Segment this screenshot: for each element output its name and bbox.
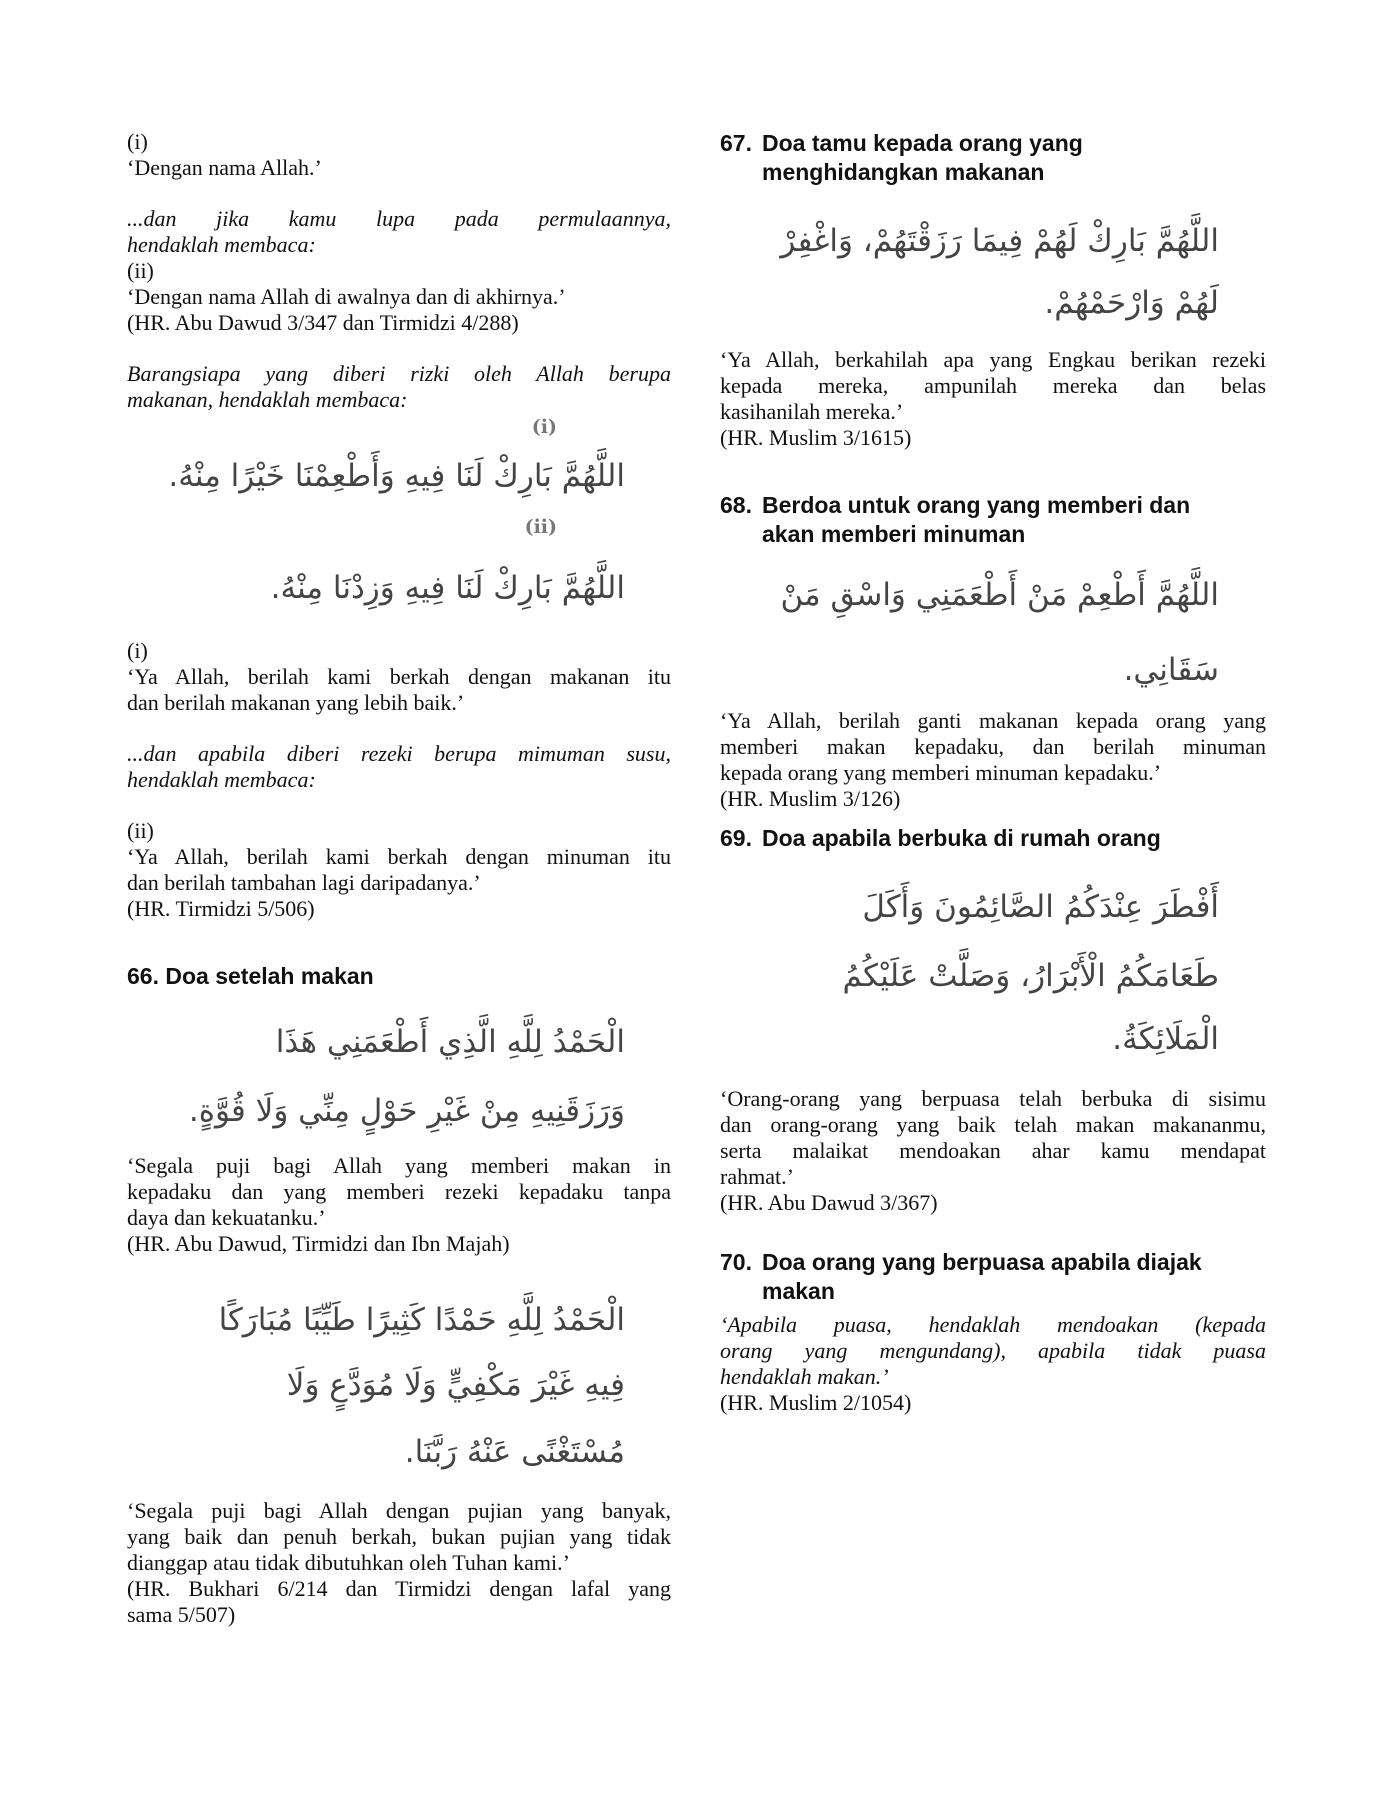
section-number: 69. bbox=[720, 825, 752, 851]
section-number: 68. bbox=[720, 492, 752, 518]
translation-text: ‘Ya Allah, berkahilah apa yang Engkau berikan rezeki bbox=[720, 347, 1266, 372]
translation-text: dan berilah tambahan lagi daripadanya.’ bbox=[127, 870, 481, 895]
food-instruction bbox=[127, 361, 671, 413]
item-label: (ii) bbox=[127, 258, 154, 283]
arabic-dua: اللَّهُمَّ أَطْعِمْ مَنْ أَطْعَمَنِي وَاسْقِ مَنْ bbox=[780, 577, 1219, 613]
translation-text: ‘Apabila puasa, hendaklah mendoakan (kepada bbox=[720, 1312, 1266, 1337]
arabic-dua: طَعَامَكُمُ الْأَبْرَارُ، وَصَلَّتْ عَلَيْكُمُ bbox=[842, 958, 1219, 994]
hadith-reference: sama 5/507) bbox=[127, 1602, 236, 1627]
translation-text: ‘Ya Allah, berilah kami berkah dengan minuman itu bbox=[127, 844, 671, 869]
translation-67 bbox=[720, 347, 1266, 451]
basmalah-translation bbox=[127, 129, 671, 181]
translation-text: serta malaikat mendoakan ahar kamu mendapat bbox=[720, 1138, 1266, 1163]
translation-text: memberi makan kepadaku, dan berilah minuman bbox=[720, 734, 1266, 759]
translation-text: ‘Dengan nama Allah di awalnya dan di akhirnya.’ bbox=[127, 284, 566, 309]
hadith-reference: (HR. Tirmidzi 5/506) bbox=[127, 896, 315, 921]
milk-instruction bbox=[127, 741, 671, 793]
arabic-dua: مُسْتَغْنًى عَنْهُ رَبَّنَا. bbox=[404, 1434, 625, 1470]
instruction-text: ...dan apabila diberi rezeki berupa mimuman susu, bbox=[127, 741, 671, 766]
translation-text: kepada orang yang memberi minuman kepadaku.’ bbox=[720, 760, 1162, 785]
section-title: Berdoa untuk orang yang memberi dan bbox=[762, 492, 1191, 518]
hadith-reference: (HR. Muslim 2/1054) bbox=[720, 1390, 912, 1415]
translation-text: yang baik dan penuh berkah, bukan pujian yang tidak bbox=[127, 1524, 671, 1549]
item-label: (i) bbox=[127, 638, 148, 663]
translation-text: daya dan kekuatanku.’ bbox=[127, 1205, 326, 1230]
section-title: makan bbox=[762, 1278, 835, 1304]
translation-69 bbox=[720, 1086, 1266, 1216]
section-heading-66: 66. Doa setelah makan bbox=[127, 963, 374, 989]
arabic-dua: فِيهِ غَيْرَ مَكْفِيٍّ وَلَا مُوَدَّعٍ وَلَا bbox=[286, 1367, 625, 1403]
translation-text: ‘Dengan nama Allah.’ bbox=[127, 155, 322, 180]
section-number: 70. bbox=[720, 1249, 752, 1275]
arabic-dua: أَفْطَرَ عِنْدَكُمُ الصَّائِمُونَ وَأَكَلَ bbox=[862, 889, 1219, 925]
arabic-dua: اللَّهُمَّ بَارِكْ لَنَا فِيهِ وَزِدْنَا مِنْهُ. bbox=[270, 570, 625, 606]
translation-ii bbox=[127, 818, 671, 922]
section-number: 67. bbox=[720, 130, 752, 156]
instruction-text: hendaklah membaca: bbox=[127, 232, 316, 257]
arabic-dua: وَرَزَقَنِيهِ مِنْ غَيْرِ حَوْلٍ مِنِّي وَلَا قُوَّةٍ. bbox=[188, 1093, 625, 1129]
translation-68 bbox=[720, 708, 1266, 812]
instruction-text: makanan, hendaklah membaca: bbox=[127, 387, 408, 412]
instruction-text: hendaklah membaca: bbox=[127, 767, 316, 792]
section-title: Doa apabila berbuka di rumah orang bbox=[762, 825, 1161, 851]
translation-text: ‘Segala puji bagi Allah dengan pujian yang banyak, bbox=[127, 1498, 671, 1523]
hadith-reference: (HR. Abu Dawud 3/347 dan Tirmidzi 4/288) bbox=[127, 310, 519, 335]
forgot-basmalah-section bbox=[127, 206, 671, 336]
translation-text: kepada mereka, ampunilah mereka dan belas bbox=[720, 373, 1266, 398]
section-title: menghidangkan makanan bbox=[762, 159, 1045, 185]
hadith-reference: (HR. Bukhari 6/214 dan Tirmidzi dengan lafal yang bbox=[127, 1576, 671, 1601]
arabic-dua: الْمَلَائِكَةُ. bbox=[1112, 1021, 1219, 1057]
arabic-dua: الْحَمْدُ لِلَّهِ حَمْدًا كَثِيرًا طَيِّبًا مُبَارَكًا bbox=[218, 1302, 625, 1338]
translation-i bbox=[127, 638, 671, 716]
translation-text: ‘Ya Allah, berilah kami berkah dengan makanan itu bbox=[127, 664, 671, 689]
section-heading-69 bbox=[720, 824, 1280, 853]
translation-text: dan orang-orang yang baik telah makan makananmu, bbox=[720, 1112, 1266, 1137]
hadith-reference: (HR. Muslim 3/1615) bbox=[720, 425, 912, 450]
translation-text: dianggap atau tidak dibutuhkan oleh Tuhan kami.’ bbox=[127, 1550, 570, 1575]
section-heading-70 bbox=[720, 1248, 1280, 1306]
arabic-dua: اللَّهُمَّ بَارِكْ لَهُمْ فِيمَا رَزَقْتَهُمْ، وَاغْفِرْ bbox=[780, 223, 1219, 259]
item-label: (i) bbox=[127, 129, 148, 154]
arabic-dua: الْحَمْدُ لِلَّهِ الَّذِي أَطْعَمَنِي هَذَا bbox=[275, 1024, 625, 1060]
arabic-dua: سَقَانِي. bbox=[1123, 652, 1219, 688]
translation-text: kasihanilah mereka.’ bbox=[720, 399, 904, 424]
arabic-label-i: (i) bbox=[531, 416, 557, 438]
arabic-label-ii: (ii) bbox=[524, 516, 557, 538]
translation-text: ‘Ya Allah, berilah ganti makanan kepada orang yang bbox=[720, 708, 1266, 733]
item-label: (ii) bbox=[127, 818, 154, 843]
translation-text: ‘Segala puji bagi Allah yang memberi makan in bbox=[127, 1153, 671, 1178]
hadith-reference: (HR. Abu Dawud 3/367) bbox=[720, 1190, 938, 1215]
translation-70 bbox=[720, 1312, 1266, 1416]
section-heading-68 bbox=[720, 491, 1280, 549]
translation-text: ‘Orang-orang yang berpuasa telah berbuka di sisimu bbox=[720, 1086, 1266, 1111]
instruction-text: Barangsiapa yang diberi rizki oleh Allah berupa bbox=[127, 361, 671, 386]
hadith-reference: (HR. Muslim 3/126) bbox=[720, 786, 901, 811]
section-heading-67 bbox=[720, 129, 1280, 187]
translation-66b bbox=[127, 1498, 671, 1628]
section-title: akan memberi minuman bbox=[762, 521, 1026, 547]
section-title: Doa orang yang berpuasa apabila diajak bbox=[762, 1249, 1202, 1275]
translation-text: rahmat.’ bbox=[720, 1164, 794, 1189]
translation-text: orang yang mengundang), apabila tidak puasa bbox=[720, 1338, 1266, 1363]
hadith-reference: (HR. Abu Dawud, Tirmidzi dan Ibn Majah) bbox=[127, 1231, 510, 1256]
arabic-dua: لَهُمْ وَارْحَمْهُمْ. bbox=[1044, 285, 1219, 321]
section-title: Doa tamu kepada orang yang bbox=[762, 130, 1083, 156]
translation-66a bbox=[127, 1153, 671, 1257]
translation-text: hendaklah makan.’ bbox=[720, 1364, 889, 1389]
arabic-dua: اللَّهُمَّ بَارِكْ لَنَا فِيهِ وَأَطْعِمْنَا خَيْرًا مِنْهُ. bbox=[168, 458, 625, 494]
instruction-text: ...dan jika kamu lupa pada permulaannya, bbox=[127, 206, 671, 231]
translation-text: kepadaku dan yang memberi rezeki kepadaku tanpa bbox=[127, 1179, 671, 1204]
translation-text: dan berilah makanan yang lebih baik.’ bbox=[127, 690, 465, 715]
